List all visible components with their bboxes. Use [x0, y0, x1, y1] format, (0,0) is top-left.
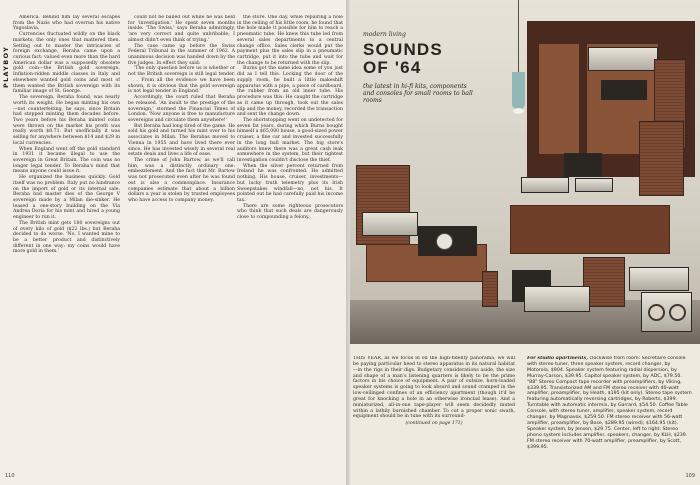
- paragraph: Accordingly, the court ruled that Beraha be released. 'An insult to the prestige of the sovereign,' stormed the Financial Times of London. 'Now anyone is free to manufacture sovereigns and circulate them anywhere!': [128, 95, 235, 123]
- paragraph: When the silver percent returned from Ireland he was confronted. He admitted nothing. His house, cruiser, investments—but lucky truth telemetry plus its Irish Sweepstakes windfall—no, not his. It pointed out he had carefully paid his income tax.: [237, 163, 343, 203]
- paragraph: There are some righteous prosecutors who think that such deals are dangerously close to compounding a felony.: [237, 203, 343, 221]
- article-column-2: [128, 15, 235, 467]
- paragraph: He organized the business quickly. Gold itself was no problem. Italy put no hindrance on the import of gold or its internal sale. Beraha had master dies of the George V sovereign made by a Milan die-sinker. He leased a one-story building on the Via Andrea Doria for his mint and hired a young engineer to run it.: [13, 175, 120, 221]
- feature-title-block: [363, 31, 473, 149]
- speaker-cabinet: [639, 121, 684, 196]
- feature-intro-text: [353, 356, 515, 472]
- right-page-number: 109: [685, 473, 695, 479]
- paragraph: The crime of John Bartow, as we'll call him, was a distinctly ordinary one: embezzlement. And the fact that Mr. Bartow was not prosecuted even after he was found out is also a commonplace. Insurance companies estimate that about a billion dollars a year is stolen by trusted employees who have access to company money.: [128, 157, 235, 203]
- lamp-glow: [513, 108, 524, 114]
- turntable-platter-icon: [436, 233, 453, 250]
- paragraph: The case came up before the Swiss Federal Tribunal in the summer of 1962. A unanimous decision was handed down by the five judges. In effect they said:: [128, 43, 235, 66]
- stereo-tuner-icon: [521, 177, 569, 193]
- amplifier-icon: [575, 178, 613, 192]
- tuner-unit: [362, 212, 418, 236]
- paragraph: Currencies fluctuated wildly on the black markets; the only ones that mattered then. Setting out to master the intricacies of foreign exchange, Beraha came upon a curious fact: valued even more than the hard American dollar was a supposedly obsolete gold coin—the British gold sovereign. Inflation-ridden middle classes in Italy and elsewhere wanted gold coins and most of them wanted the British sovereign with its familiar image of St. George.: [13, 32, 120, 95]
- receiver-unit: [588, 47, 658, 71]
- small-speaker: [482, 271, 498, 307]
- right-page: [350, 0, 700, 485]
- paragraph: could not be bailed out while he was held for 'investigation.' He spent seven months inside. 'The Swiss,' says Beraha admiringly, 'are very correct and quite unbribable; I almost didn't even think of trying.': [128, 15, 235, 43]
- tape-reel-icon: [648, 304, 665, 321]
- left-page: [0, 0, 348, 485]
- pendant-lamp-cord: [518, 0, 519, 73]
- left-page-number: 110: [5, 473, 15, 479]
- feature-deck: the latest in hi-fi kits, components and consoles for small rooms to ball rooms: [363, 83, 473, 105]
- shelf-divider: [538, 43, 580, 155]
- pendant-lamp-icon: [512, 72, 525, 110]
- paragraph: 'The only question before us is whether or not the British sovereign is still legal tender. . . . From all the evidence we have been shown, it is obvious that the gold sovereign is not legal tender in England.': [128, 66, 235, 95]
- paragraph: the store. One day, while repairing a hole in the ceiling of his little room, he found that the hole made it possible for him to reach a pneumatic tube. He knew this tube led from several sales departments to a central change office. Sales clerks would put the payment plus the sales slip in a pneumatic cartridge, put it into the tube and wait for the change to be returned with the slip.: [237, 15, 343, 66]
- caption-heading: For studio apartments,: [527, 356, 588, 361]
- stereo-receiver-icon: [524, 286, 590, 312]
- paragraph: Burns got the same idea some of you just did as I tell this. Locking the door of the supply room, he built a little makeshift apparatus with a pipe, a piece of cardboard, the rubber from an old inner tube. His procedure was this: He caught the cartridge as it came up through, took out the sales slip and the money, recorded the transaction and sent the change down.: [237, 66, 343, 118]
- hi-fi-room-photo: [350, 0, 700, 344]
- tape-reel-icon: [669, 304, 686, 321]
- paragraph: The sovereign, Beraha found, was nearly worth its weight. He began minting his own—not counterfeiting, he says, since Britain had stopped minting them decades before. Two years before his Beraha minted coins were thrown on the market his profit was really worth $8.71. But unofficially it was selling for anywhere between $14 and $29 in local currencies.: [13, 95, 120, 146]
- paragraph: But Beraha had long tired of the game. He sold his gold and turned his mint over to his associates in Milan. The Berahas moved to Vienna in 1955 and have lived there ever since. He has invested wisely in several real estate deals and lives a life of ease.: [128, 123, 235, 158]
- tape-deck-icon: [601, 80, 647, 100]
- paragraph: When England went off the gold standard in 1931 it became illegal to use the sovereign in Great Britain. The coin was no longer legal tender. To Beraha's mind that means anyone could issue it.: [13, 146, 120, 175]
- paragraph: The British mint gets 180 sovereigns out of every kilo of gold ($22 lbs.) but Beraha decided to do worse. 'No, I wanted mine to be a better product and distinctively different in one way: my coins would have more gold in them.': [13, 220, 120, 255]
- fm-receiver-icon: [629, 267, 689, 291]
- continued-note: (continued on page 171): [405, 421, 463, 427]
- article-column-1: [13, 15, 120, 467]
- paragraph: The shortstopping went on undetected for seven fat years, during which Burns bought himself a $65,000 house, a good-sized power cruiser, a fine car and invested successfully in the long bull market. The big store's auditors knew there was a great cash leak somewhere in the system, but their tightest investigation couldn't disclose the thief.: [237, 117, 343, 163]
- record-changer-icon: [564, 153, 602, 177]
- console-table: [510, 205, 670, 254]
- paragraph: America. Behind him lay several escapes from the Nazis who had overrun his native Yugoslavia.: [13, 15, 120, 32]
- intro-paragraph: THIS YEAR, as we focus in on the high-fidelity panorama, we will be paying particular heed to stereo apparatus in its natural habitat—in the rigs in their digs. Budgetary considerations aside, the size and shape of a man's listening quarters is likely to be the prime factors in his choice of equipment. A pair of outsize, horn-loaded speaker systems is going to look absurd and sound cramped in the low-ceilinged confines of an efficiency apartment (though it'd be great for knocking a hole in an otherwise ironclad lease). And a miniaturized, all-in-one tape-player will seem decidedly muted within a lathily burnished chamber. To cut a proper sonic swath, equipment should be in tune with its surround-: [353, 356, 515, 420]
- running-head: PLAYBOY: [2, 45, 10, 88]
- article-column-3: [237, 15, 343, 467]
- feature-kicker: modern living: [363, 31, 406, 38]
- caption-body: clockwise from room: Secretaire console with stereo tuner, three speaker system, record changer, by Motorola, $904. Speaker system featuring radial dispersion, by Murray-Carson, $39.95. Capitol speaker system, by ADC, $79.50. "88" Stereo Compact tape recorder with preamplifiers, by Viking, $339.95. Transistorized AM and FM stereo receiver with 40-watt amplifier, preamplifier, by Heath, $195 (kit only). Stereo tape system featuring automatically reversing cartridges, by Roberts, $399. Turntable with automatic intermix, by Garrard, $54.50. Coffee Table Console, with stereo tuner, amplifier, speaker system, record changer, by Magnavox, $259.50. FM stereo receiver with 56-watt amplifier, preamplifier, by Bose, $289.95 (wired); $164.95 (kit). Speaker system, by Jensen, $29.75. Center, left to right: Stereo phono system includes amplifier, speakers, changer, by KLH, $239. FM stereo receiver with 70-watt amplifier, preamplifier, by Scott, $399.95.: [527, 356, 692, 450]
- feature-title: SOUNDS OF '64: [363, 40, 443, 77]
- equipment-caption: [527, 356, 693, 472]
